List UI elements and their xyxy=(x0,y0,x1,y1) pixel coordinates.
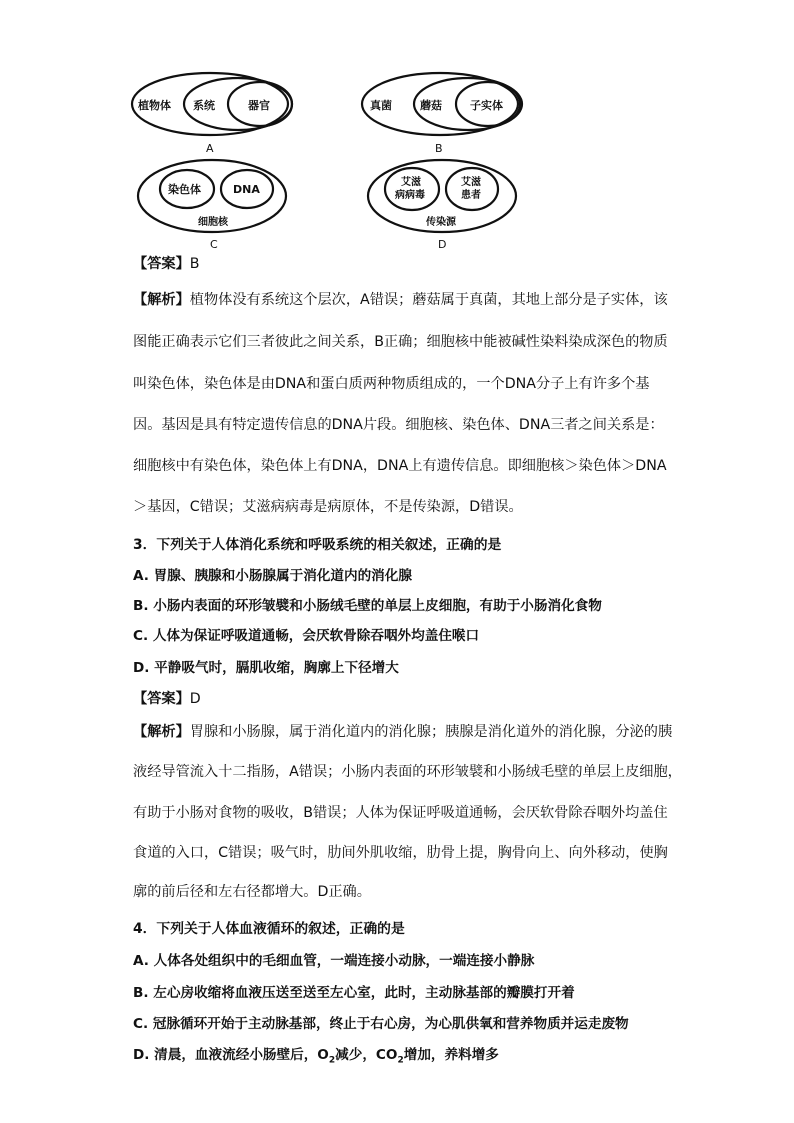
q2-analysis-line-4: 因。基因是具有特定遗传信息的DNA片段。细胞核、染色体、DNA三者之间关系是： xyxy=(133,417,664,433)
diagram-b-inner-label: 子实体 xyxy=(470,99,503,112)
diagram-a-caption: A xyxy=(206,142,214,155)
diagram-c xyxy=(138,160,286,251)
q4-option-d-suffix: 增加，养料增多 xyxy=(403,1047,499,1063)
q3-analysis-text-1: 胃腺和小肠腺，属于消化道内的消化腺；胰腺是消化道外的消化腺，分泌的胰 xyxy=(189,724,673,740)
q3-analysis-line-3: 有助于小肠对食物的吸收，B错误；人体为保证呼吸道通畅，会厌软骨除吞咽外均盖住 xyxy=(133,805,668,821)
q2-analysis-line-3: 叫染色体，染色体是由DNA和蛋白质两种物质组成的，一个DNA分子上有许多个基 xyxy=(133,376,650,392)
diagram-c-right-label: DNA xyxy=(233,183,260,196)
diagram-d-left-label-line1: 艾滋 xyxy=(401,177,421,188)
concept-diagram-figure xyxy=(130,62,550,252)
diagram-a xyxy=(132,73,292,155)
q3-option-b: B. 小肠内表面的环形皱襞和小肠绒毛壁的单层上皮细胞，有助于小肠消化食物 xyxy=(133,598,602,614)
q2-analysis-line-5: 细胞核中有染色体，染色体上有DNA，DNA上有遗传信息。即细胞核＞染色体＞DNA xyxy=(133,458,667,474)
q3-option-d: D. 平静吸气时，膈肌收缩，胸廓上下径增大 xyxy=(133,660,399,676)
q3-answer xyxy=(133,689,201,709)
q3-stem: 3．下列关于人体消化系统和呼吸系统的相关叙述，正确的是 xyxy=(133,537,502,553)
diagram-d-bottom-label: 传染源 xyxy=(426,217,456,228)
q2-analysis-line-2: 图能正确表示它们三者彼此之间关系，B正确；细胞核中能被碱性染料染成深色的物质 xyxy=(133,334,668,350)
q2-analysis-line-6: ＞基因，C错误；艾滋病病毒是病原体，不是传染源，D错误。 xyxy=(133,499,523,515)
diagram-b-caption: B xyxy=(435,142,443,155)
q4-option-d-prefix: D. 清晨，血液流经小肠壁后，O xyxy=(133,1047,329,1063)
diagram-a-middle-label: 系统 xyxy=(193,99,215,112)
q2-answer-value: B xyxy=(189,256,200,272)
diagram-svg xyxy=(130,62,550,252)
diagram-c-left-label: 染色体 xyxy=(168,183,201,196)
diagram-d xyxy=(368,160,516,251)
diagram-d-caption: D xyxy=(438,238,447,251)
q3-option-a: A. 胃腺、胰腺和小肠腺属于消化道内的消化腺 xyxy=(133,568,412,584)
diagram-b xyxy=(362,73,522,155)
diagram-a-inner-label: 器官 xyxy=(248,99,270,112)
q2-analysis-line-1 xyxy=(133,290,668,310)
q3-analysis-tag: 【解析】 xyxy=(133,724,190,740)
q4-option-d-sub2: 2 xyxy=(397,1055,404,1066)
diagram-a-outer-label: 植物体 xyxy=(138,99,171,112)
q2-answer xyxy=(133,254,200,274)
diagram-d-left-label-line2: 病病毒 xyxy=(395,190,425,201)
diagram-d-right-label-line2: 患者 xyxy=(461,190,481,201)
q4-option-c: C. 冠脉循环开始于主动脉基部，终止于右心房，为心肌供氧和营养物质并运走废物 xyxy=(133,1016,629,1032)
q2-answer-tag: 【答案】 xyxy=(133,256,190,272)
diagram-b-middle-label: 蘑菇 xyxy=(420,99,442,112)
diagram-c-caption: C xyxy=(210,238,218,251)
diagram-b-outer-label: 真菌 xyxy=(370,99,392,112)
diagram-c-bottom-label: 细胞核 xyxy=(198,217,228,228)
q3-analysis-line-2: 液经导管流入十二指肠，A错误；小肠内表面的环形皱襞和小肠绒毛壁的单层上皮细胞， xyxy=(133,764,682,780)
q3-analysis-line-5: 廓的前后径和左右径都增大。D正确。 xyxy=(133,884,371,900)
q3-option-c: C. 人体为保证呼吸道通畅，会厌软骨除吞咽外均盖住喉口 xyxy=(133,628,480,644)
q2-analysis-text-1: 植物体没有系统这个层次，A错误；蘑菇属于真菌，其地上部分是子实体，该 xyxy=(189,292,668,308)
q4-option-d-sub1: 2 xyxy=(328,1055,336,1066)
q4-option-b: B. 左心房收缩将血液压送至送至左心室，此时，主动脉基部的瓣膜打开着 xyxy=(133,985,575,1001)
q4-stem: 4．下列关于人体血液循环的叙述，正确的是 xyxy=(133,921,405,937)
q3-analysis-line-1 xyxy=(133,722,672,742)
q4-option-d xyxy=(133,1045,499,1071)
q2-analysis-tag: 【解析】 xyxy=(133,292,190,308)
q3-analysis-line-4: 食道的入口，C错误；吸气时，肋间外肌收缩，肋骨上提，胸骨向上、向外移动，使胸 xyxy=(133,845,668,861)
q3-answer-tag: 【答案】 xyxy=(133,691,190,707)
q3-answer-value: D xyxy=(189,691,201,707)
q4-option-a: A. 人体各处组织中的毛细血管，一端连接小动脉，一端连接小静脉 xyxy=(133,953,535,969)
q4-option-d-mid: 减少，CO xyxy=(335,1047,398,1063)
diagram-d-right-label-line1: 艾滋 xyxy=(461,177,481,188)
